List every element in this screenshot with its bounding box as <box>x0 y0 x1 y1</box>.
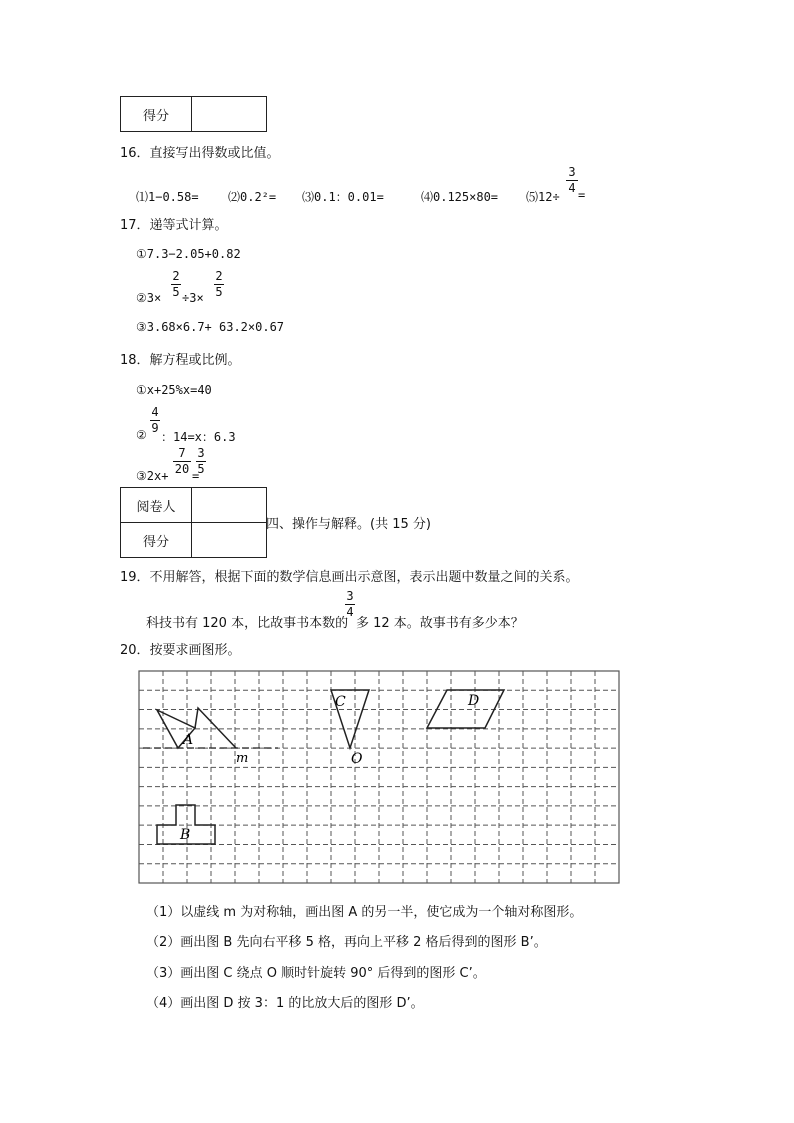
q20-instruction-3: （3）画出图 C 绕点 O 顺时针旋转 90° 后得到的图形 C’。 <box>146 966 486 981</box>
q18-item-3-prefix: ③2x+ <box>136 469 169 483</box>
q18-title: 18．解方程或比例。 <box>120 353 241 368</box>
fraction-numerator: 3 <box>568 165 576 179</box>
score-label: 得分 <box>121 523 192 558</box>
fraction-numerator: 2 <box>215 269 223 283</box>
q18-item-3-fraction-2 <box>196 447 206 475</box>
q20-instruction-2: （2）画出图 B 先向右平移 5 格，再向上平移 2 格后得到的图形 B’。 <box>146 935 547 950</box>
score-table-section4 <box>120 487 267 558</box>
q19-title: 19．不用解答，根据下面的数学信息画出示意图，表示出题中数量之间的关系。 <box>120 570 579 585</box>
fraction-denominator: 9 <box>151 421 159 435</box>
fraction-denominator: 4 <box>568 181 576 195</box>
reviewer-label: 阅卷人 <box>121 488 192 523</box>
q18-item-3-mid: = <box>192 469 200 483</box>
q17-item-2-prefix: ②3× <box>136 291 162 305</box>
fraction-denominator: 5 <box>215 285 223 299</box>
q16-item-5-equals: = <box>578 188 586 202</box>
q20-instruction-1: （1）以虚线 m 为对称轴，画出图 A 的另一半，使它成为一个轴对称图形。 <box>146 905 583 920</box>
score-table-top <box>120 96 267 132</box>
q16-item-5-fraction <box>566 166 578 194</box>
score-label: 得分 <box>121 97 192 132</box>
q16-item-4: ⑷0.125×80= <box>421 190 499 204</box>
fraction-numerator: 3 <box>346 589 354 603</box>
fraction-numerator: 4 <box>151 405 159 419</box>
drawing-grid[interactable] <box>138 670 620 884</box>
q17-item-2-fraction-1 <box>171 270 181 298</box>
q20-instruction-4: （4）画出图 D 按 3：1 的比放大后的图形 D’。 <box>146 996 424 1011</box>
q18-item-2-prefix: ② <box>136 428 147 442</box>
section4-title: 四、操作与解释。(共 15 分) <box>266 517 431 532</box>
figure-d <box>427 690 504 728</box>
q16-item-2: ⑵0.2²= <box>228 190 277 204</box>
q17-item-2-mid: ÷3× <box>182 291 204 305</box>
q16-item-5: ⑸12÷ <box>526 190 560 204</box>
q16-item-3: ⑶0.1：0.01= <box>302 190 384 204</box>
q19-text-b: 多 12 本。故事书有多少本？ <box>356 616 524 631</box>
fraction-numerator: 7 <box>178 446 186 460</box>
reviewer-value-cell[interactable] <box>192 488 267 523</box>
q18-item-2-fraction <box>150 406 160 434</box>
q19-text-a: 科技书有 120 本，比故事书本数的 <box>146 616 349 631</box>
fraction-denominator: 20 <box>174 462 190 476</box>
fraction-denominator: 4 <box>346 605 354 619</box>
score-value-cell[interactable] <box>192 97 267 132</box>
label-d: D <box>468 693 480 709</box>
label-o: O <box>351 751 363 767</box>
label-m: m <box>236 751 249 766</box>
fraction-numerator: 3 <box>197 446 205 460</box>
figure-a-part2 <box>195 708 236 748</box>
fraction-denominator: 5 <box>172 285 180 299</box>
q16-item-1: ⑴1−0.58= <box>136 190 199 204</box>
q20-title: 20．按要求画图形。 <box>120 643 241 658</box>
q17-title: 17．递等式计算。 <box>120 218 228 233</box>
label-b: B <box>180 827 191 843</box>
q18-item-1: ①x+25%x=40 <box>136 383 212 397</box>
q17-item-3: ③3.68×6.7+ 63.2×0.67 <box>136 320 285 334</box>
q16-title: 16．直接写出得数或比值。 <box>120 146 280 161</box>
grid-lines <box>139 671 619 883</box>
q18-item-3-fraction-1 <box>173 447 191 475</box>
label-c: C <box>335 694 346 710</box>
q19-fraction <box>345 590 355 618</box>
score-value-cell[interactable] <box>192 523 267 558</box>
q18-item-2-tail: ：14=x：6.3 <box>161 430 236 444</box>
fraction-denominator: 5 <box>197 462 205 476</box>
label-a: A <box>183 732 194 748</box>
fraction-numerator: 2 <box>172 269 180 283</box>
q17-item-2-fraction-2 <box>214 270 224 298</box>
q17-item-1: ①7.3−2.05+0.82 <box>136 247 241 261</box>
